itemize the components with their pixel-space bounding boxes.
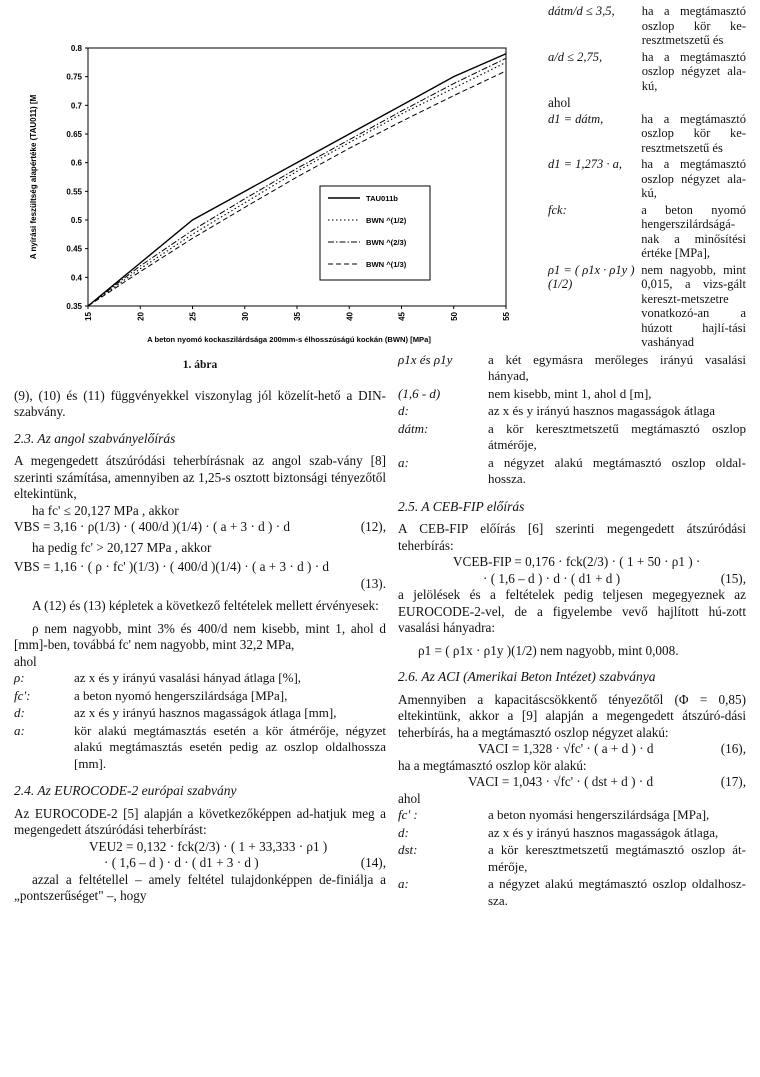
x-tick-label: 35 xyxy=(293,312,302,321)
legend-label: BWN ^(1/2) xyxy=(366,216,407,225)
definition-text: a kör keresztmetszetű megtámasztó oszlop át-mérője, xyxy=(488,842,746,874)
formula-16-body: VACI = 1,328 · √fc' · ( a + d ) · d xyxy=(478,741,654,756)
paragraph-conditions: A (12) és (13) képletek a következő feltételek mellett érvényesek: xyxy=(32,598,379,613)
definition-text: ha a megtámasztó oszlop kör ke-resztmetszetű és xyxy=(641,4,746,47)
definition-text: ha a megtámasztó oszlop négyzet ala-kú, xyxy=(641,157,746,200)
paragraph-2-4-end: azzal a feltétellel – amely feltétel tulajdonképpen de-finiálja a „pontszerűséget" –, hogy xyxy=(14,871,386,903)
definition-symbol: d1 = dátm, xyxy=(548,111,604,126)
definition-row xyxy=(14,688,386,706)
y-tick-label: 0.75 xyxy=(66,72,82,82)
section-heading-2-6: 2.6. Az ACI (Amerikai Beton Intézet) szabványa xyxy=(398,669,656,684)
section-heading-2-5: 2.5. A CEB-FIP előírás xyxy=(398,498,525,514)
paragraph-2-5b: a jelölések és a feltételek pedig teljesen megegyeznek az EUROCODE-2-vel, de a figyelembe vevő hajlított hú-zott vasalási hányadra: xyxy=(398,587,746,635)
formula-15b xyxy=(398,571,746,588)
paragraph-2-5: A CEB-FIP előírás [6] szerinti megengedett átszúródási teherbírás: xyxy=(398,521,746,553)
right-definitions xyxy=(548,112,746,352)
condition-1: ha fc' ≤ 20,127 MPa , akkor xyxy=(32,502,179,518)
definition-symbol: a: xyxy=(398,876,409,891)
definition-text: ha a megtámasztó oszlop négyzet ala-kú, xyxy=(641,49,746,93)
formula-14b-body: · ( 1,6 – d ) · d · ( d1 + 3 · d ) xyxy=(104,855,259,870)
definition-text: a négyzet alakú megtámasztó oszlop oldal-hossza. xyxy=(488,454,746,486)
y-axis-label: A nyírási feszültség alapértéke (TAU011) [M xyxy=(29,94,38,260)
definition-symbol: d: xyxy=(398,403,409,418)
legend-label: TAU011b xyxy=(366,194,398,203)
y-tick-label: 0.5 xyxy=(70,216,82,225)
y-tick-label: 0.4 xyxy=(70,273,82,283)
paragraph-2-3: A megengedett átszúródási teherbírásnak az angol szab-vány [8] szerinti számítása, amennyiben az 1,25-s osztott biztonsági tényezőtől eltekintünk, xyxy=(14,453,386,501)
definition-row xyxy=(398,842,746,876)
definition-row xyxy=(548,4,746,50)
definition-symbol: ρ1x és ρ1y xyxy=(398,351,453,367)
x-axis-label: A beton nyomó kockaszilárdsága 200mm-s élhosszúságú kockán (BWN) [MPa] xyxy=(147,335,431,344)
definition-text: a beton nyomó hengerszilárdságá-nak a minősítési értéke [MPa], xyxy=(641,202,746,260)
right-definitions-3 xyxy=(398,807,746,910)
y-tick-label: 0.45 xyxy=(66,244,82,254)
formula-17 xyxy=(398,774,746,791)
definition-row xyxy=(548,263,746,352)
definition-text: az x és y irányú vasalási hányad átlaga [%], xyxy=(74,670,302,685)
definition-text: a beton nyomási hengerszilárdsága [MPa], xyxy=(488,807,710,822)
section-heading-2-3: 2.3. Az angol szabványelőírás xyxy=(14,430,176,446)
definition-row xyxy=(548,50,746,96)
definition-text: az x és y irányú hasznos magasságok átlaga, xyxy=(488,824,719,840)
definition-symbol: d: xyxy=(14,705,25,720)
definition-symbol: dátm: xyxy=(398,420,429,436)
definitions-2-3 xyxy=(14,670,386,773)
right-ahol-label: ahol xyxy=(548,95,571,110)
formula-12-body: VBS = 3,16 · ρ(1/3) · ( 400/d )(1/4) · ( a + 3 · d ) · d xyxy=(14,519,290,534)
formula-12-number: (12), xyxy=(360,519,386,534)
x-tick-label: 50 xyxy=(449,312,459,321)
right-top-conditions xyxy=(548,4,746,95)
definition-symbol: d1 = 1,273 · a, xyxy=(548,157,623,171)
y-tick-label: 0.65 xyxy=(66,130,82,139)
formula-14-number: (14), xyxy=(360,855,386,870)
definition-symbol: a/d ≤ 2,75, xyxy=(548,49,603,64)
formula-15a: VCEB-FIP = 0,176 · fck(2/3) · ( 1 + 50 · ρ1 ) · xyxy=(453,554,701,569)
x-tick-label: 45 xyxy=(397,312,407,321)
figure-caption: 1. ábra xyxy=(182,359,218,371)
definition-text: ha a megtámasztó oszlop kör ke-resztmetszetű és xyxy=(641,111,746,155)
definition-text: a négyzet alakú megtámasztó oszlop oldalhosz-sza. xyxy=(488,876,746,908)
x-tick-label: 40 xyxy=(345,312,355,321)
formula-15-number: (15), xyxy=(720,570,746,586)
formula-14a: VEU2 = 0,132 · fck(2/3) · ( 1 + 33,333 · ρ1 ) xyxy=(89,838,328,854)
definition-row xyxy=(548,157,746,203)
definition-text: az x és y irányú hasznos magasságok átlaga xyxy=(488,403,716,418)
definition-row xyxy=(398,352,746,386)
formula-12 xyxy=(14,519,386,536)
definition-row xyxy=(398,421,746,455)
formula-13 xyxy=(14,559,386,592)
right-column xyxy=(398,4,746,910)
x-tick-label: 30 xyxy=(240,312,250,321)
definition-row xyxy=(398,455,746,489)
y-tick-label: 0.6 xyxy=(70,158,82,168)
definition-symbol: (1,6 - d) xyxy=(398,385,441,401)
definition-symbol: dátm/d ≤ 3,5, xyxy=(548,4,615,18)
x-tick-label: 20 xyxy=(136,312,146,321)
y-tick-label: 0.55 xyxy=(66,187,82,197)
formula-17-body: VACI = 1,043 · √fc' · ( dst + d ) · d xyxy=(468,774,654,789)
definition-row xyxy=(398,386,746,404)
definition-symbol: ρ1 = ( ρ1x · ρ1y )(1/2) xyxy=(548,262,635,291)
y-tick-label: 0.35 xyxy=(66,302,82,311)
definition-symbol: dst: xyxy=(398,842,418,857)
right-ahol-label-2: ahol xyxy=(398,790,421,806)
formula-17-number: (17), xyxy=(720,774,746,789)
right-definitions-2 xyxy=(398,352,746,489)
y-tick-label: 0.8 xyxy=(70,44,82,53)
definition-text: nem kisebb, mint 1, ahol d [m], xyxy=(488,385,652,401)
definition-symbol: a: xyxy=(14,722,25,738)
x-tick-label: 25 xyxy=(188,312,198,321)
definition-text: kör alakú megtámasztás esetén a kör átmérője, négyzet alakú megtámasztás esetén pedig az oszlop oldalhossza [mm]. xyxy=(74,722,386,771)
paragraph-2-6b: ha a megtámasztó oszlop kör alakú: xyxy=(398,757,587,773)
formula-16 xyxy=(398,741,746,758)
definition-row xyxy=(548,203,746,263)
formula-13-body: VBS = 1,16 · ( ρ · fc' )(1/3) · ( 400/d )(1/4) · ( a + 3 · d ) · d xyxy=(14,559,329,574)
definition-symbol: fc' : xyxy=(398,807,418,822)
formula-14b xyxy=(14,855,386,872)
chart xyxy=(14,4,511,349)
formula-13-number: (13). xyxy=(360,575,386,591)
definition-row xyxy=(14,670,386,688)
formula-16-number: (16), xyxy=(720,741,746,756)
definition-row xyxy=(14,723,386,774)
definition-row xyxy=(398,403,746,421)
legend-label: BWN ^(1/3) xyxy=(366,260,407,269)
paragraph-2-6: Amennyiben a kapacitáscsökkentő tényezőtől (Φ = 0,85) eltekintünk, akkor a [9] alapján a megengedett átszúró-dási teherbírás, ha a megtámasztó oszlop négyzet alakú: xyxy=(398,691,746,740)
definition-row xyxy=(398,825,746,843)
definition-symbol: fc': xyxy=(14,687,31,703)
definition-row xyxy=(548,112,746,158)
condition-2: ha pedig fc' > 20,127 MPa , akkor xyxy=(32,539,212,555)
definition-row xyxy=(398,876,746,910)
definition-symbol: d: xyxy=(398,824,409,840)
formula-15b-body: · ( 1,6 – d ) · d · ( d1 + d ) xyxy=(483,570,621,586)
definition-symbol: ρ: xyxy=(14,670,25,685)
y-tick-label: 0.7 xyxy=(70,101,82,111)
definition-text: a kör keresztmetszetű megtámasztó oszlop átmérője, xyxy=(488,420,746,452)
paragraph-conditions-2: ρ nem nagyobb, mint 3% és 400/d nem kisebb, mint 1, ahol d [mm]-ben, továbbá fc' nem nagyobb, mint 32,2 MPa, xyxy=(14,620,386,652)
ahol-label: ahol xyxy=(14,653,37,669)
paragraph-2-4: Az EUROCODE-2 [5] alapján a következőképpen ad-hatjuk meg a megengedett átszúródási teherbírást: xyxy=(14,805,386,837)
definition-text: nem nagyobb, mint 0,015, a vizs-gált kereszt-metszetre vonatkozó-an a húzott hajlí-tási vashányad xyxy=(641,262,746,349)
definition-symbol: a: xyxy=(398,454,409,470)
formula-rho: ρ1 = ( ρ1x · ρ1y )(1/2) nem nagyobb, mint 0,008. xyxy=(418,642,679,658)
x-tick-label: 15 xyxy=(84,312,93,321)
intro-paragraph: (9), (10) és (11) függvényekkel viszonylag jól közelít-hető a DIN-szabvány. xyxy=(14,387,386,419)
definition-text: az x és y irányú hasznos magasságok átlaga [mm], xyxy=(74,705,337,720)
legend-label: BWN ^(2/3) xyxy=(366,238,407,247)
definition-row xyxy=(398,807,746,825)
definition-text: a beton nyomó hengerszilárdsága [MPa], xyxy=(74,687,288,703)
x-tick-label: 55 xyxy=(502,312,511,321)
definition-symbol: fck: xyxy=(548,202,567,217)
definition-row xyxy=(14,705,386,723)
section-heading-2-4: 2.4. Az EUROCODE-2 európai szabvány xyxy=(14,783,237,798)
definition-text: a két egymásra merőleges irányú vasalási hányad, xyxy=(488,351,746,383)
